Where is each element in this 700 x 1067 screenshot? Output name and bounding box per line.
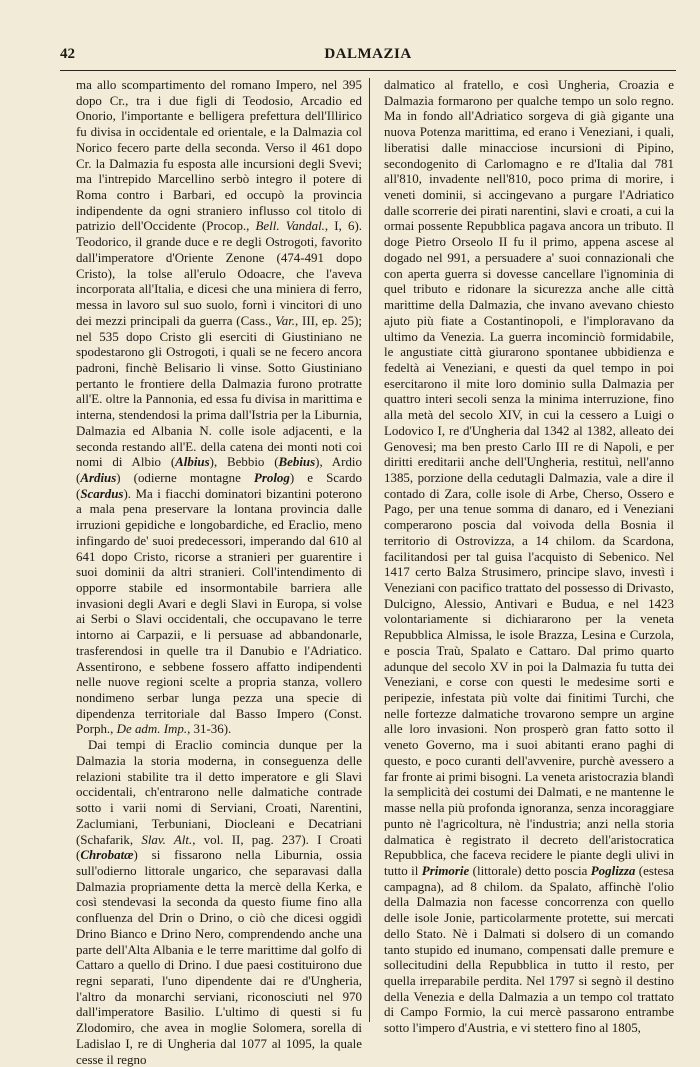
citation: Bell. Vandal. bbox=[255, 218, 325, 234]
citation: Slav. Alt. bbox=[141, 831, 193, 847]
left-paragraph-1: ma allo scompartimento del romano Impero, nel 395 dopo Cr., tra i due figli di Teodosio, Arcadio ed Onorio, l'importante e belligera prefettura dell'Illirico fu divisa in occidentale ed orientale, e la Dalmazia col Norico fecero parte della seconda. Verso il 461 dopo Cr. la Dalmazia fu esposta alle incursioni degli Svevi; ma l'intrepido Marcellino serbò integro il potere di Roma contro i Barbari, ed occupò la provincia indipendente da ogni straniero influsso col titolo di patrizio dell'Occidente (Procop., Bell. Vandal., I, 6). Teodorico, il grande duce e re degli Ostrogoti, favorito dall'imperatore d'Oriente Zenone (474-491 dopo Cristo), la tolse all'erulo Odoacre, che l'aveva incorporata all'Italia, e dicesi che una miniera di ferro, messa in lavoro sul suo suolo, fornì i vincitori di uno dei mezzi principali da guerra (Cass., Var., III, ep. 25); nel 535 dopo Cristo gli eserciti di Giustiniano ne spodestarono gli Ostrogoti, i quali se ne fecero ancora padroni, finchè Belisario li vinse. Sotto Giustiniano pertanto le frontiere della Dalmazia furono protratte all'E. oltre la Pannonia, ed essa fu divisa in marittima e interna, stendendosi la prima dall'Istria per la Liburnia, Dalmazia ed Albania N. colle isole adjacenti, e la seconda restando all'E. della catena dei monti noti coi nomi di Albio (Albius), Bebbio (Bebius), Ardio (Ardius) (odierne montagne Prolog) e Scardo (Scardus). Ma i fiacchi dominatori bizantini poterono a mala pena preservare la lontana provincia dalle irruzioni gepidiche e longobardiche, ed Eraclio, meno infingardo de' suoi predecessori, imperando dal 610 al 641 dopo Cristo, ricorse a stranieri per guarentire i suoi dominii da altri stranieri. Coll'intendimento di opporre stabile ed insormontabile barriera alle invasioni degli Avari e degli Slavi in Europa, si volse ai Serbi o Slavi occidentali, che occupavano le terre intorno ai Carpazii, e li persuase ad abbandonarle, trasferendosi in quelle tra il Danubio e l'Adriatico. Assentirono, e sebbene fossero affatto indipendenti nelle nuove regioni scelte a propria stanza, vollero nondimeno serbar lunga pezza una specie di dipendenza territoriale dal Basso Impero (Const. Porph., De adm. Imp., 31-36). bbox=[76, 77, 362, 737]
left-paragraph-2: Dai tempi di Eraclio comincia dunque per la Dalmazia la storia moderna, in conseguenza delle relazioni stabilite tra il detto imperatore e gli Slavi occidentali, ch'entrarono nelle dalmatiche contrade sotto i varii nomi di Serviani, Croati, Narentini, Zaclumiani, Terbuniani, Diocleani e Decatriani (Schafarik, Slav. Alt., vol. II, pag. 237). I Croati (Chrobatæ) si fissarono nella Liburnia, ossia sull'odierno littorale ungarico, che separavasi dalla Dalmazia propriamente detta la mercè della Kerka, e così stendevasi la seconda da questo fiume fino alla confluenza del Drin o Drino, o ciò che dicesi oggidì Drino Bianco e Drino Nero, comprendendo anche una parte dell'Alta Albania e le terre marittime dal golfo di Cattaro a quello di Drino. I due paesi costituirono due regni separati, l'uno dipendente dai re d'Ungheria, l'altro da monarchi serviani, riconosciuti nel 970 dall'imperatore Basilio. L'ultimo di questi si fu Zlodomiro, che avea in moglie Solomera, sorella di Ladislao I, re di Ungheria dal 1077 al 1095, la quale cesse il regno bbox=[76, 737, 362, 1067]
right-column bbox=[384, 77, 674, 1036]
column-divider bbox=[369, 78, 370, 1022]
citation: Var. bbox=[275, 312, 296, 328]
right-paragraph-1: dalmatico al fratello, e così Ungheria, Croazia e Dalmazia formarono per qualche tempo un solo regno. Ma in fondo all'Adriatico sorgeva di già gigante una nuova Potenza marittima, ed erano i Veneziani, i quali, liberatisi dalle minacciose incursioni di Pipino, secondogenito di Carlomagno e re d'Italia dal 781 all'810, invadente nell'810, poco prima di morire, i veneti dominii, si accingevano a purgare l'Adriatico dalle scorrerie dei pirati narentini, slavi e croati, a cui la ormai possente Repubblica pagava ancora un tributo. Il doge Pietro Orseolo II fu il primo, appena ascese al dogado nel 991, a persuadere a' suoi connazionali che con aperta guerra si dovesse cancellare l'ignominia di quel tributo e ridonare la sicurezza anche alle città marittime della Dalmazia, che invano avevano chiesto ajuto più fiate a Costantinopoli, e l'imploravano da ultimo da Venezia. La guerra incominciò formidabile, le angustiate città giurarono spontanee ubbidienza e fedeltà ai Veneziani, e questi da quel tempo in poi esercitarono il mite loro dominio sulla Dalmazia per quattro interi secoli senza la minima interruzione, fino alla metà del secolo XIV, in cui la cessero a Luigi o Lodovico I, re d'Ungheria dal 1342 al 1382, alleato dei Genovesi; ma ben presto Carlo III re di Napoli, e per diritti ereditarii anche dell'Ungheria, restituì, nell'anno 1385, porzione della cedutagli Dalmazia, vale a dire il contado di Zara, colle isole di Arbe, Cherso, Ossero e Pago, per una tenue somma di danaro, ed i Veneziani comperarono poscia dal voivoda della Bosnia il territorio di Ostrovizza, a 14 chilom. da Scardona, facilitandosi per tal guisa l'acquisto di Sebenico. Nel 1417 certo Balza Strusimero, principe slavo, investì i Veneziani con pacifico trattato del possesso di Drivasto, Dulcigno, Alessio, Antivari e Budua, e nel 1423 volontariamente si dichiararono per la veneta Repubblica Almissa, le isole Brazza, Lesina e Curzola, e poscia Traù, Spalato e Cattaro. Dal primo quarto adunque del secolo XV in poi la Dalmazia fu tutta dei Veneziani, e corse con questi le medesime sorti e peripezie, infestata più volte dai finitimi Turchi, che nelle fortezze dalmatiche trovarono sempre un argine alle loro invasioni. Non prosperò gran fatto sotto il veneto Governo, ma i suoi abitanti erano paghi di questo, e poco curanti dell'avvenire, purchè avessero a far fronte ai primi bisogni. La veneta aristocrazia blandì la semplicità dei costumi dei Dalmati, e ne mantenne le masse nella più profonda ignoranza, senza incoraggiare punto nè l'agricoltura, nè l'industria; anzi nella storia dalmatica è registrato il decreto dell'aristocratica Repubblica, che faceva recidere le piante degli ulivi in tutto il Primorie (littorale) detto poscia Poglizza (estesa campagna), ad 8 chilom. da Spalato, affinchè l'olio della Dalmazia non facesse concorrenza con quello delle isole Jonie, particolarmente protette, sui mercati dello Stato. Nè i Dalmati si dolsero di un comando tanto stupido ed inumano, compensati dalle premure e sollecitudini della Repubblica in tutto il resto, per quella irreparabile perdita. Nel 1797 si segnò il destino della Venezia e della Dalmazia a un tempo col trattato di Campo Formio, la cui mercè passarono entrambe sotto l'impero d'Austria, e vi stettero fino al 1805, bbox=[384, 77, 674, 1036]
page-number: 42 bbox=[60, 46, 75, 62]
page-header bbox=[60, 46, 676, 68]
citation: De adm. Imp. bbox=[116, 721, 188, 737]
header-rule bbox=[60, 70, 676, 71]
running-title: DALMAZIA bbox=[324, 46, 412, 62]
left-column bbox=[76, 77, 362, 1067]
